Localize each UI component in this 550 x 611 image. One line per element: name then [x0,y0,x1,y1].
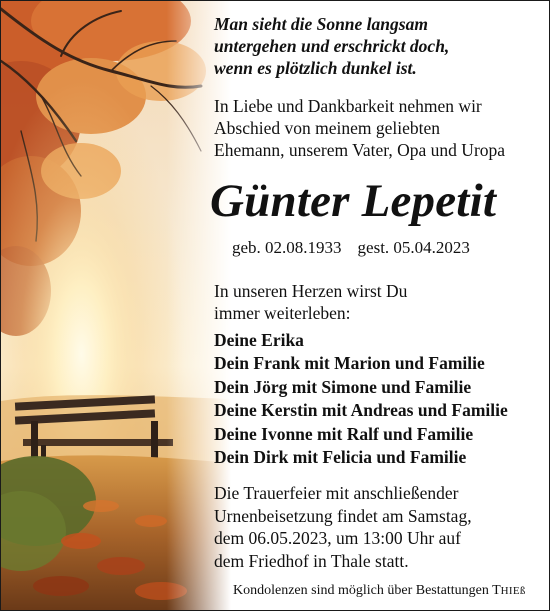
funeral-line: dem Friedhof in Thale statt. [214,550,409,571]
mourner-line: Deine Ivonne mit Ralf und Familie [214,423,474,444]
condolence-footer [233,582,526,600]
funeral-line: Die Trauerfeier mit anschließender [214,483,459,503]
life-dates [232,237,470,259]
remembrance-line: In unseren Herzen wirst Du [214,281,408,301]
motto-line: untergehen und erschrickt doch, [214,36,450,56]
birth-date: geb. 02.08.1933 [232,238,342,257]
motto-line: wenn es plötzlich dunkel ist. [214,58,417,78]
condolence-text: Kondolenzen sind möglich über Bestattungen [233,583,493,598]
funeral-line: Urnenbeisetzung findet am Samstag, [214,505,472,526]
funeral-line: dem 06.05.2023, um 13:00 Uhr auf [214,528,461,548]
intro-line: Abschied von meinem geliebten [214,118,440,138]
autumn-bench-photo [1,1,231,610]
deceased-name: Günter Lepetit [210,175,497,227]
funeral-details [214,482,472,572]
mourner-line: Dein Dirk mit Felicia und Familie [214,447,467,468]
motto-line: Man sieht die Sonne langsam [214,14,428,34]
intro-line: Ehemann, unserem Vater, Opa und Uropa [214,140,506,160]
autumn-landscape-image [1,1,231,610]
mourner-line: Dein Frank mit Marion und Familie [214,353,485,374]
mourners-list [214,329,508,469]
motto-quote [214,13,544,79]
mourner-line: Deine Kerstin mit Andreas und Familie [214,400,508,421]
mourner-line: Deine Erika [214,330,304,350]
remembrance-line: immer weiterleben: [214,303,351,323]
mourner-line: Dein Jörg mit Simone und Familie [214,376,472,397]
farewell-intro [214,95,544,161]
remembrance-text [214,280,407,324]
intro-line: In Liebe und Dankbarkeit nehmen wir [214,96,482,116]
company-initial: T [492,583,501,598]
company-name-rest: HIEß [500,585,526,597]
death-date: gest. 05.04.2023 [357,238,470,257]
